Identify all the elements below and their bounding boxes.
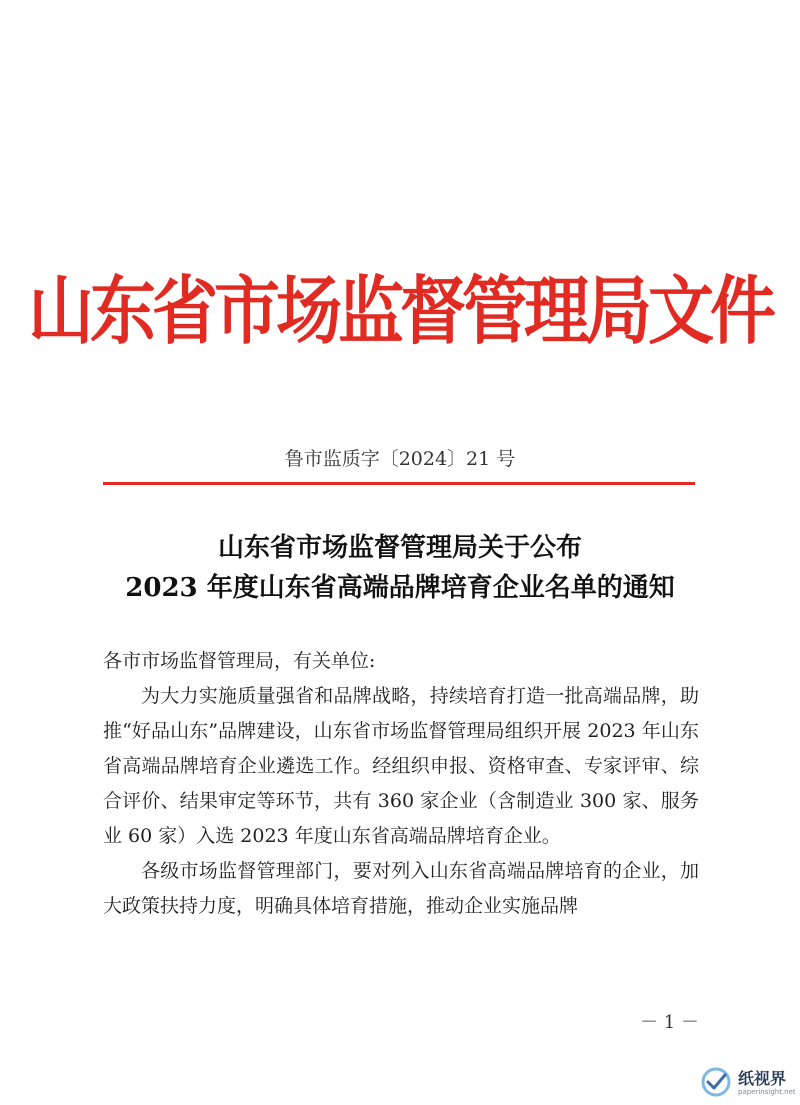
watermark-logo-icon (700, 1066, 732, 1098)
salutation: 各市市场监督管理局，有关单位: (103, 650, 376, 672)
page-number: － 1 － (640, 1012, 699, 1033)
body-paragraph-1: 为大力实施质量强省和品牌战略，持续培育打造一批高端品牌，助推“好品山东”品牌建设，山东省市场监督管理局组织开展 2023 年山东省高端品牌培育企业遴选工作。经组织申报、资格审查、专家评审、综合评价、结果审定等环节，共有 360 家企业（含制造业 300 家、服务业 60 家）入选 2023 年度山东省高端品牌培育企业。 (103, 685, 699, 847)
notice-title-line-2: 2023 年度山东省高端品牌培育企业名单的通知 (125, 573, 675, 603)
agency-title: 山东省市场监督管理局文件 (28, 268, 772, 355)
notice-title-line-1: 山东省市场监督管理局关于公布 (217, 533, 582, 563)
red-divider-line (103, 482, 695, 485)
watermark-name: 纸视界 (738, 1069, 787, 1088)
watermark (700, 1064, 800, 1104)
notice-body (103, 644, 699, 924)
body-paragraph-2: 各级市场监督管理部门，要对列入山东省高端品牌培育的企业，加大政策扶持力度，明确具体培育措施，推动企业实施品牌 (103, 860, 699, 917)
notice-title (0, 528, 800, 608)
watermark-url: paperinsight.net (738, 1088, 796, 1096)
document-number: 鲁市监质字〔2024〕21 号 (284, 448, 516, 470)
